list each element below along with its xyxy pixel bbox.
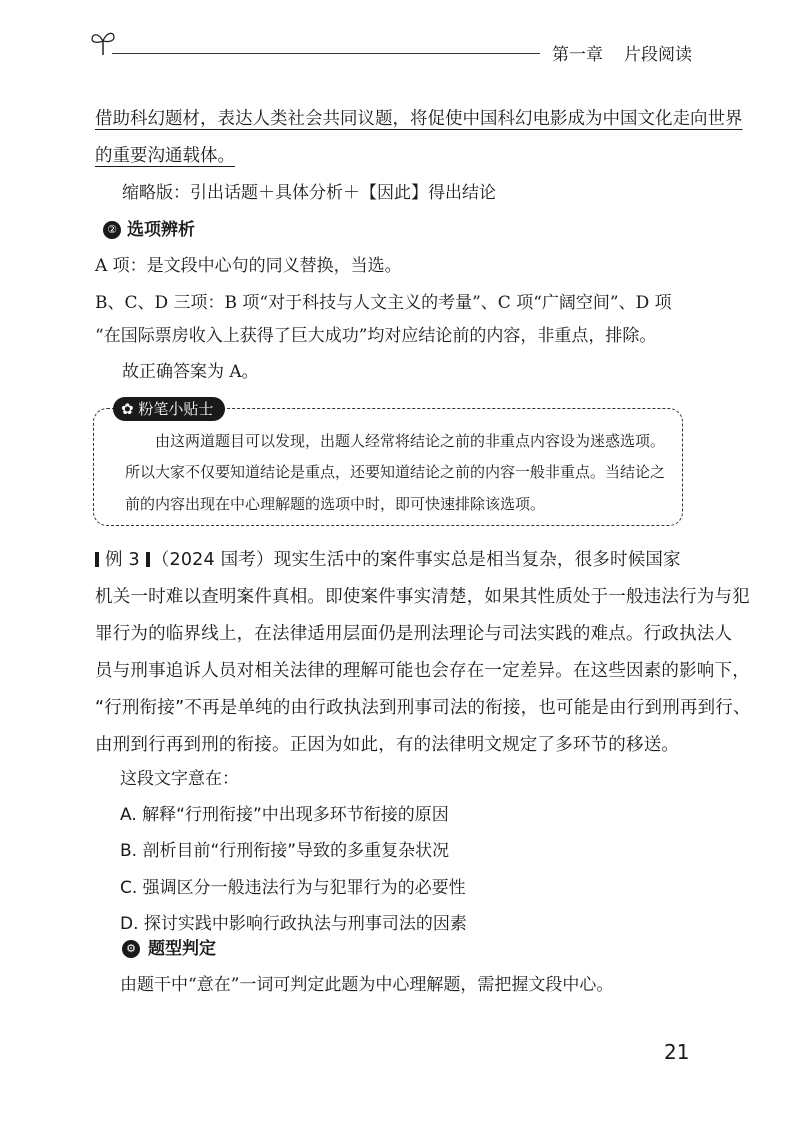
analysis-conclusion-line2: 的重要沟通载体。 — [95, 146, 235, 166]
example-question: 这段文字意在： — [120, 769, 239, 789]
header-section: 片段阅读 — [624, 45, 692, 65]
example-first-line — [95, 542, 681, 578]
option-a-analysis: A 项：是文段中心句的同义替换，当选。 — [95, 256, 402, 276]
example-marker-icon — [95, 552, 99, 567]
sprout-icon: ✿ — [121, 400, 134, 418]
header-rule — [112, 53, 540, 54]
tip-badge — [113, 397, 225, 421]
example-line: 机关一时难以查明案件真相。即使案件事实清楚，如果其性质处于一般违法行为与犯 — [95, 587, 750, 607]
type-heading: 题型判定 — [148, 939, 216, 959]
example-line: 员与刑事追诉人员对相关法律的理解可能也会存在一定差异。在这些因素的影响下， — [95, 661, 750, 681]
tip-title: 粉笔小贴士 — [138, 400, 214, 418]
choice-c: C. 强调区分一般违法行为与犯罪行为的必要性 — [120, 878, 466, 898]
options-analysis-heading: 选项辨析 — [127, 220, 195, 240]
options-analysis-icon: ② — [103, 221, 121, 239]
header-chapter: 第一章 — [552, 45, 603, 65]
answer-text: 故正确答案为 A。 — [122, 362, 259, 382]
analysis-summary: 缩略版：引出话题＋具体分析＋【因此】得出结论 — [122, 183, 496, 203]
option-bcd-analysis-line2: “在国际票房收入上获得了巨大成功”均对应结论前的内容，非重点，排除。 — [95, 326, 657, 346]
example-line: 罪行为的临界线上，在法律适用层面仍是刑法理论与司法实践的难点。行政执法人 — [95, 624, 733, 644]
tip-line-1: 由这两道题目可以发现，出题人经常将结论之前的非重点内容设为迷惑选项。 — [155, 432, 666, 450]
gear-icon: ⚙ — [122, 940, 140, 958]
tip-line-2: 所以大家不仅要知道结论是重点，还要知道结论之前的内容一般非重点。当结论之 — [125, 463, 666, 481]
type-text: 由题干中“意在”一词可判定此题为中心理解题，需把握文段中心。 — [120, 975, 614, 995]
choice-d: D. 探讨实践中影响行政执法与刑事司法的因素 — [120, 914, 467, 934]
example-line-0: 现实生活中的案件事实总是相当复杂，很多时候国家 — [273, 550, 681, 570]
example-marker-icon — [146, 552, 150, 567]
page-number: 21 — [664, 1040, 690, 1064]
option-bcd-analysis-line1: B、C、D 三项：B 项“对于科技与人文主义的考量”、C 项“广阔空间”、D 项 — [95, 293, 672, 313]
example-line: 由刑到行再到刑的衔接。正因为如此，有的法律明文规定了多环节的移送。 — [95, 735, 680, 755]
tip-line-3: 前的内容出现在中心理解题的选项中时，即可快速排除该选项。 — [125, 495, 546, 513]
analysis-conclusion-line1: 借助科幻题材，表达人类社会共同议题，将促使中国科幻电影成为中国文化走向世界 — [95, 109, 743, 129]
choice-a: A. 解释“行刑衔接”中出现多环节衔接的原因 — [120, 805, 449, 825]
example-line: “行刑衔接”不再是单纯的由行政执法到刑事司法的衔接，也可能是由行到刑再到行、 — [95, 698, 751, 718]
choice-b: B. 剖析目前“行刑衔接”导致的多重复杂状况 — [120, 841, 450, 861]
sprout-logo-icon — [90, 28, 116, 56]
example-source: （2024 国考） — [151, 550, 274, 570]
example-label: 例 3 — [105, 550, 140, 570]
